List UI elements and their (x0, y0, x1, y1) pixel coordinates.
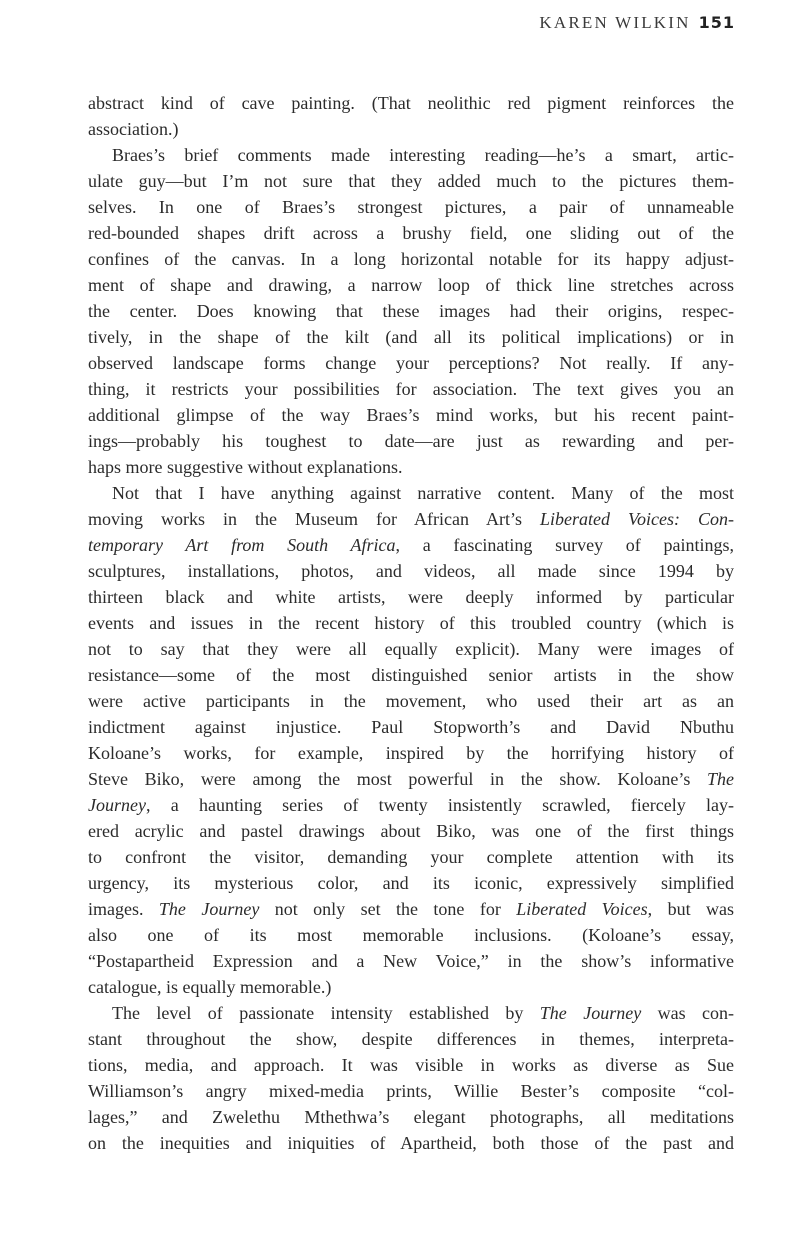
body-text (88, 90, 734, 1156)
text-line (88, 246, 734, 272)
text-line (88, 272, 734, 298)
text-line (88, 714, 734, 740)
text-run: , a haunting series of twenty insistently scrawled, fiercely lay- (145, 795, 734, 815)
text-line (88, 896, 734, 922)
text-run: urgency, its mysterious color, and its iconic, expressively simplified (88, 873, 734, 893)
text-run: catalogue, is equally memorable.) (88, 977, 332, 997)
text-run: Not that I have anything against narrative content. Many of the most (112, 483, 734, 503)
text-line (88, 662, 734, 688)
text-run: resistance—some of the most distinguished senior artists in the show (88, 665, 734, 685)
text-run: sculptures, installations, photos, and videos, all made since 1994 by (88, 561, 734, 581)
text-line (88, 870, 734, 896)
text-line (88, 480, 734, 506)
text-line (88, 792, 734, 818)
text-line (88, 922, 734, 948)
text-run: not only set the tone for (259, 899, 517, 919)
text-run: also one of its most memorable inclusions. (Koloane’s essay, (88, 925, 734, 945)
text-line (88, 116, 734, 142)
text-run: “Postapartheid Expression and a New Voice,” in the show’s informative (88, 951, 734, 971)
italic-text: Liberated Voices: Con- (540, 509, 734, 529)
text-line (88, 948, 734, 974)
text-run: observed landscape forms change your perceptions? Not really. If any- (88, 353, 734, 373)
text-line (88, 610, 734, 636)
text-run: ered acrylic and pastel drawings about Biko, was one of the first things (88, 821, 734, 841)
text-line (88, 298, 734, 324)
text-line (88, 376, 734, 402)
text-run: Koloane’s works, for example, inspired by the horrifying history of (88, 743, 734, 763)
text-line (88, 636, 734, 662)
italic-text: The Journey (158, 899, 260, 919)
text-run: images. (88, 899, 159, 919)
text-run: additional glimpse of the way Braes’s mind works, but his recent paint- (88, 405, 734, 425)
text-line (88, 142, 734, 168)
text-run: events and issues in the recent history of this troubled country (which is (88, 613, 734, 633)
italic-text: The Journey (539, 1003, 642, 1023)
text-line (88, 1104, 734, 1130)
text-line (88, 558, 734, 584)
text-line (88, 688, 734, 714)
text-run: to confront the visitor, demanding your complete attention with its (88, 847, 734, 867)
text-line (88, 1000, 734, 1026)
text-line (88, 324, 734, 350)
text-run: ings—probably his toughest to date—are just as rewarding and per- (88, 431, 734, 451)
text-run: , a fascinating survey of paintings, (395, 535, 734, 555)
text-run: ment of shape and drawing, a narrow loop of thick line stretches across (88, 275, 734, 295)
text-run: the center. Does knowing that these images had their origins, respec- (88, 301, 734, 321)
text-run: stant throughout the show, despite differences in themes, interpreta- (88, 1029, 734, 1049)
page-number: 151 (698, 13, 735, 32)
text-run: confines of the canvas. In a long horizontal notable for its happy adjust- (88, 249, 734, 269)
text-line (88, 740, 734, 766)
running-head (539, 13, 735, 33)
italic-text: temporary Art from South Africa (88, 535, 396, 555)
paragraph (88, 142, 734, 480)
text-line (88, 194, 734, 220)
text-line (88, 428, 734, 454)
text-line (88, 1078, 734, 1104)
text-line (88, 454, 734, 480)
text-run: moving works in the Museum for African Art’s (88, 509, 540, 529)
text-line (88, 350, 734, 376)
text-line (88, 584, 734, 610)
text-run: selves. In one of Braes’s strongest pictures, a pair of unnameable (88, 197, 734, 217)
text-run: indictment against injustice. Paul Stopworth’s and David Nbuthu (88, 717, 734, 737)
text-line (88, 1026, 734, 1052)
italic-text: The (707, 769, 734, 789)
text-line (88, 168, 734, 194)
text-run: were active participants in the movement, who used their art as an (88, 691, 734, 711)
text-line (88, 1130, 734, 1156)
text-run: Steve Biko, were among the most powerful in the show. Koloane’s (88, 769, 707, 789)
italic-text: Liberated Voices (516, 899, 648, 919)
text-run: Williamson’s angry mixed-media prints, Willie Bester’s composite “col- (88, 1081, 734, 1101)
text-line (88, 766, 734, 792)
text-run: not to say that they were all equally explicit). Many were images of (88, 639, 734, 659)
text-run: lages,” and Zwelethu Mthethwa’s elegant photographs, all meditations (88, 1107, 734, 1127)
text-run: thirteen black and white artists, were deeply informed by particular (88, 587, 734, 607)
text-line (88, 220, 734, 246)
text-line (88, 844, 734, 870)
running-head-author: KAREN WILKIN (539, 13, 691, 32)
text-run: ulate guy—but I’m not sure that they added much to the pictures them- (88, 171, 734, 191)
text-run: , but was (647, 899, 734, 919)
text-run: red-bounded shapes drift across a brushy field, one sliding out of the (88, 223, 734, 243)
text-run: thing, it restricts your possibilities for association. The text gives you an (88, 379, 734, 399)
text-run: was con- (641, 1003, 734, 1023)
text-run: The level of passionate intensity established by (112, 1003, 540, 1023)
text-run: on the inequities and iniquities of Apartheid, both those of the past and (88, 1133, 734, 1153)
text-line (88, 818, 734, 844)
text-run: haps more suggestive without explanations. (88, 457, 403, 477)
italic-text: Journey (88, 795, 146, 815)
text-line (88, 506, 734, 532)
text-run: association.) (88, 119, 179, 139)
text-line (88, 532, 734, 558)
text-run: tions, media, and approach. It was visible in works as diverse as Sue (88, 1055, 734, 1075)
text-run: abstract kind of cave painting. (That neolithic red pigment reinforces the (88, 93, 734, 113)
text-line (88, 974, 734, 1000)
text-line (88, 402, 734, 428)
paragraph (88, 1000, 734, 1156)
text-run: tively, in the shape of the kilt (and all its political implications) or in (88, 327, 734, 347)
text-line (88, 1052, 734, 1078)
paragraph (88, 90, 734, 142)
text-line (88, 90, 734, 116)
paragraph (88, 480, 734, 1000)
text-run: Braes’s brief comments made interesting reading—he’s a smart, artic- (112, 145, 734, 165)
